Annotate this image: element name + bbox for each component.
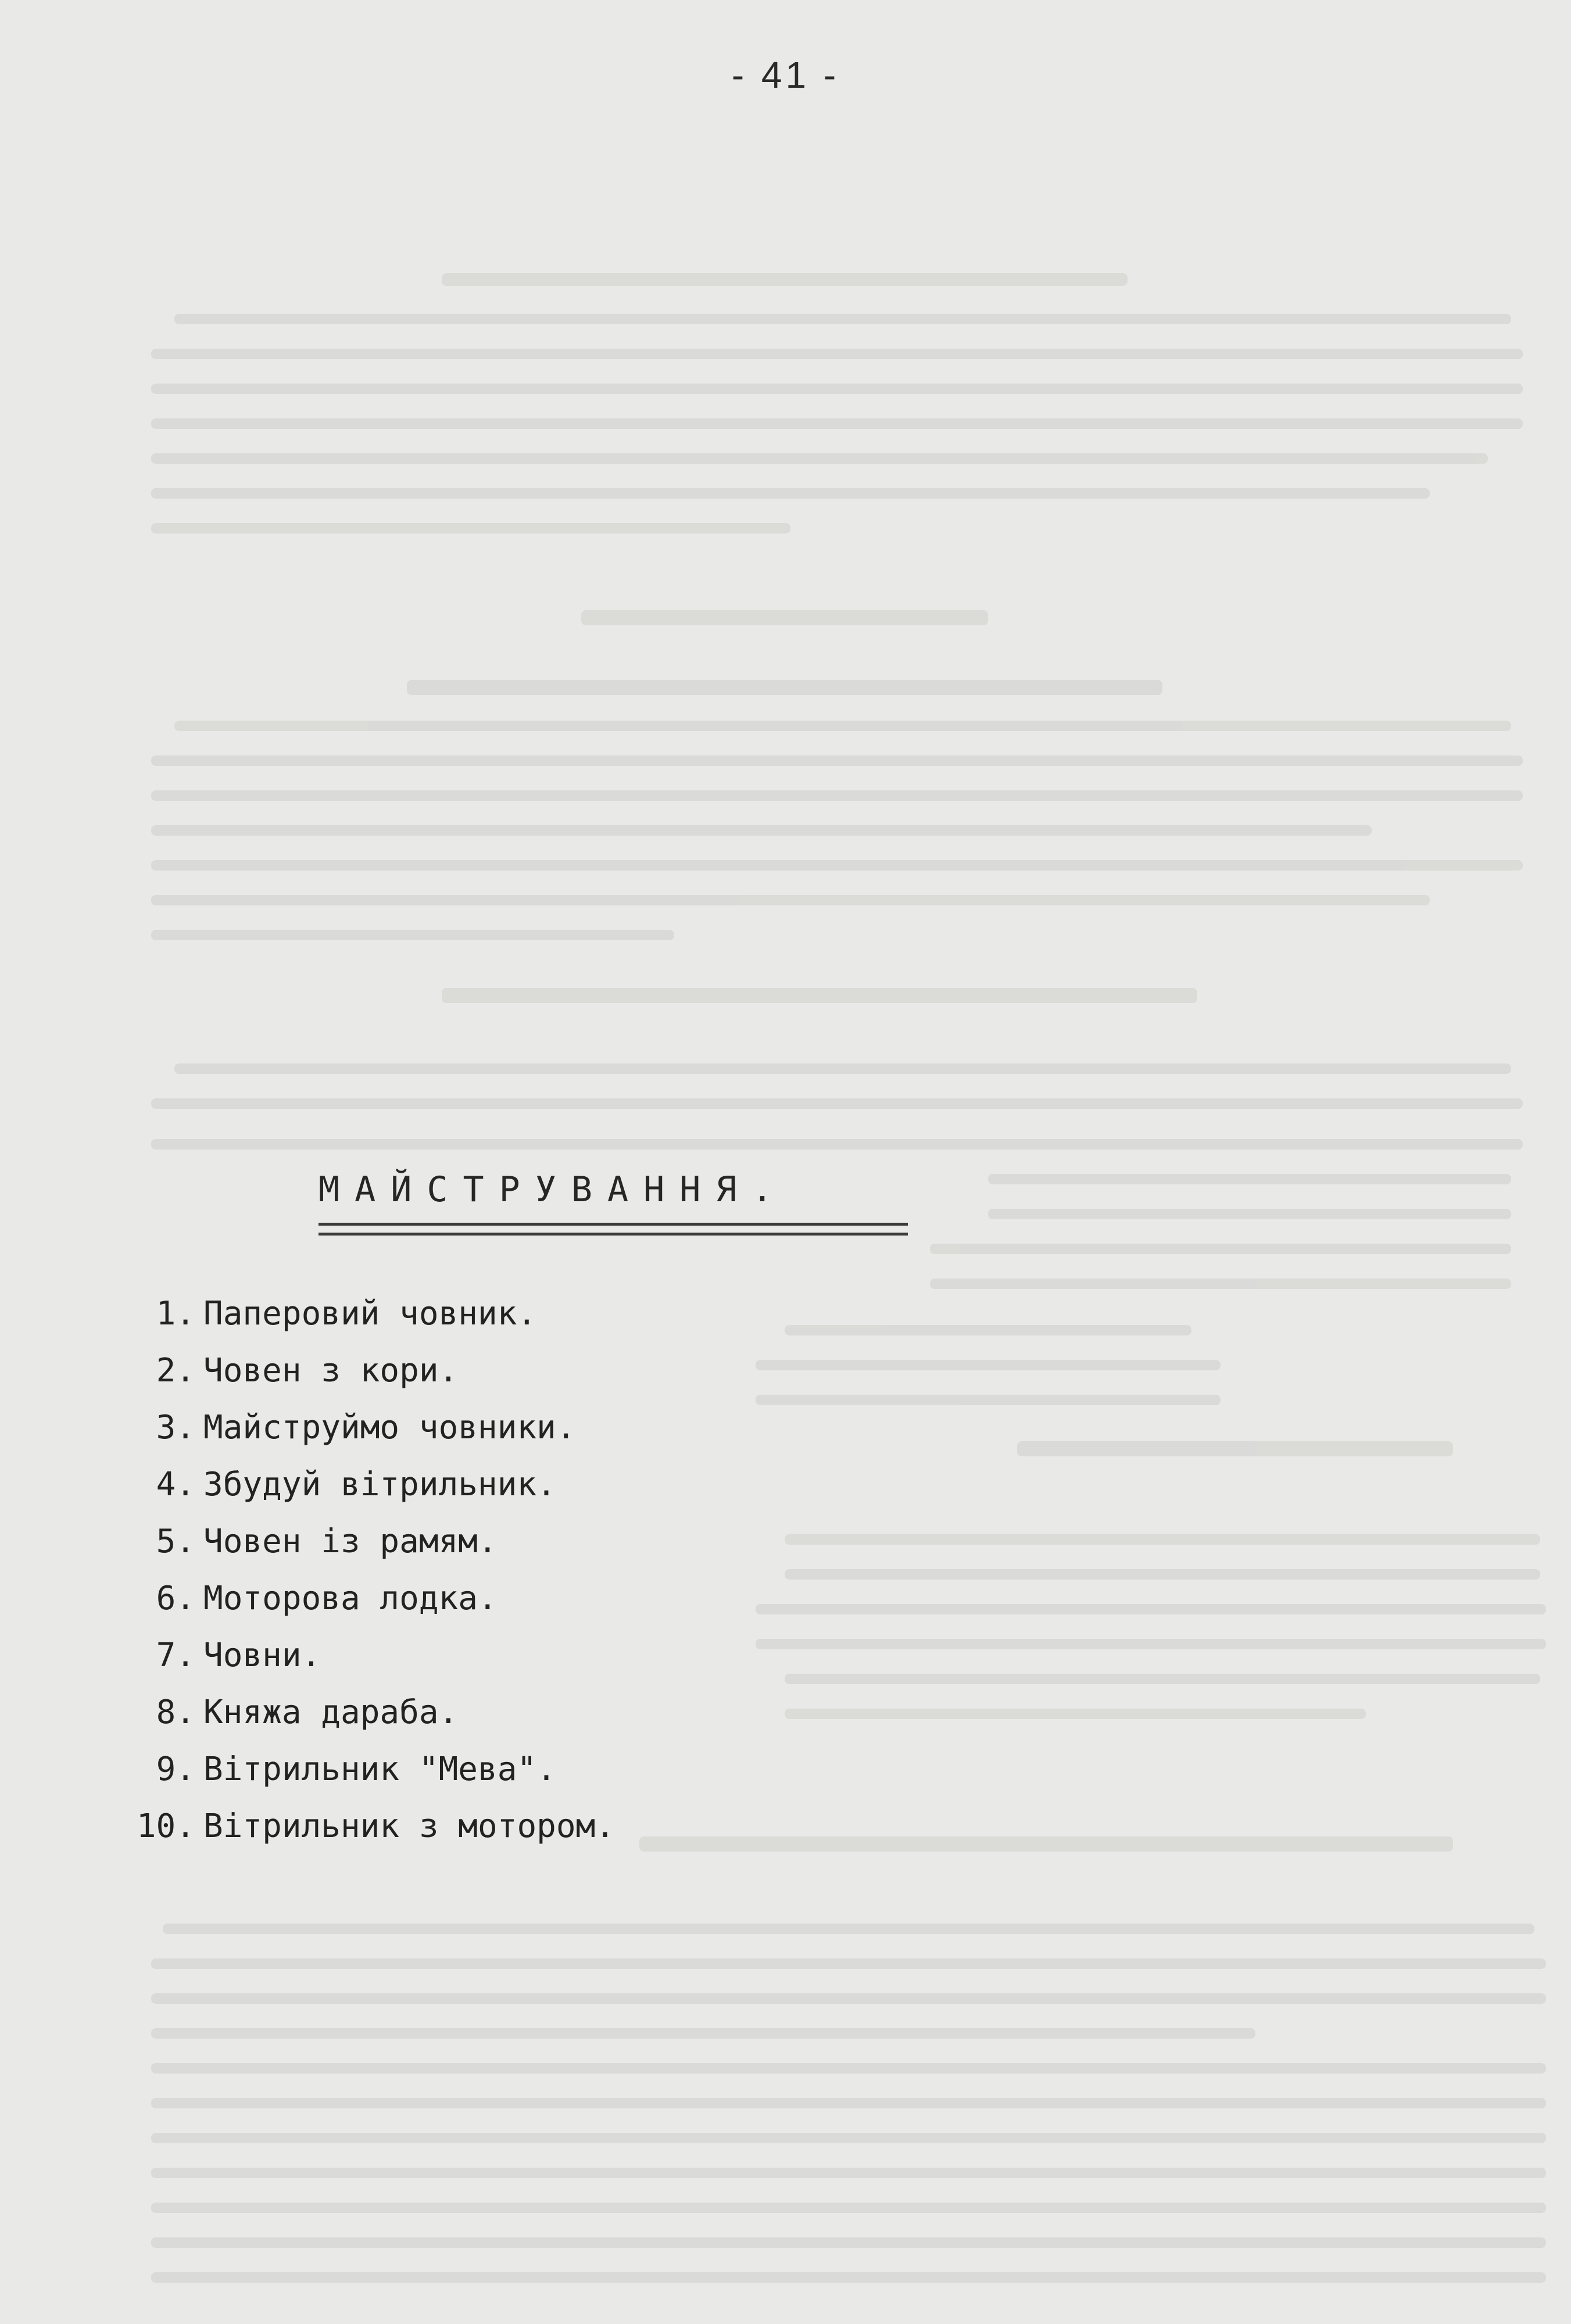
heading-double-underline <box>319 1223 908 1236</box>
list-item-title: Моторова лодка. <box>203 1580 498 1617</box>
list-item <box>110 1456 615 1513</box>
list-item <box>110 1627 615 1684</box>
list-item <box>110 1285 615 1342</box>
list-item <box>110 1399 615 1456</box>
list-item-title: Човен з кори. <box>203 1352 459 1390</box>
section-heading: МАЙСТРУВАННЯ. <box>319 1169 788 1210</box>
list-item-title: Вітрильник "Мева". <box>203 1750 556 1788</box>
list-item-title: Вітрильник з мотором. <box>203 1807 615 1845</box>
list-item-title: Паперовий човник. <box>203 1295 537 1333</box>
list-item <box>110 1513 615 1570</box>
list-item <box>110 1342 615 1399</box>
list-item <box>110 1570 615 1627</box>
list-item-number: 2. <box>156 1352 195 1390</box>
list-item-number: 5. <box>156 1523 195 1560</box>
list-item-number: 6. <box>156 1580 195 1617</box>
list-item-title: Майструймо човники. <box>203 1409 576 1446</box>
list-item-number: 10. <box>136 1807 195 1845</box>
list-item-number: 3. <box>156 1409 195 1446</box>
list-item-number: 4. <box>156 1466 195 1503</box>
table-of-contents <box>110 1285 615 1855</box>
page-number: - 41 - <box>731 54 840 96</box>
list-item-title: Збудуй вітрильник. <box>203 1466 556 1503</box>
list-item-number: 1. <box>156 1295 195 1333</box>
list-item-number: 7. <box>156 1637 195 1674</box>
list-item <box>110 1798 615 1855</box>
list-item-title: Човен із рамям. <box>203 1523 498 1560</box>
list-item-number: 8. <box>156 1693 195 1731</box>
list-item-title: Княжа дараба. <box>203 1693 459 1731</box>
list-item <box>110 1741 615 1798</box>
list-item <box>110 1684 615 1741</box>
list-item-title: Човни. <box>203 1637 321 1674</box>
list-item-number: 9. <box>156 1750 195 1788</box>
